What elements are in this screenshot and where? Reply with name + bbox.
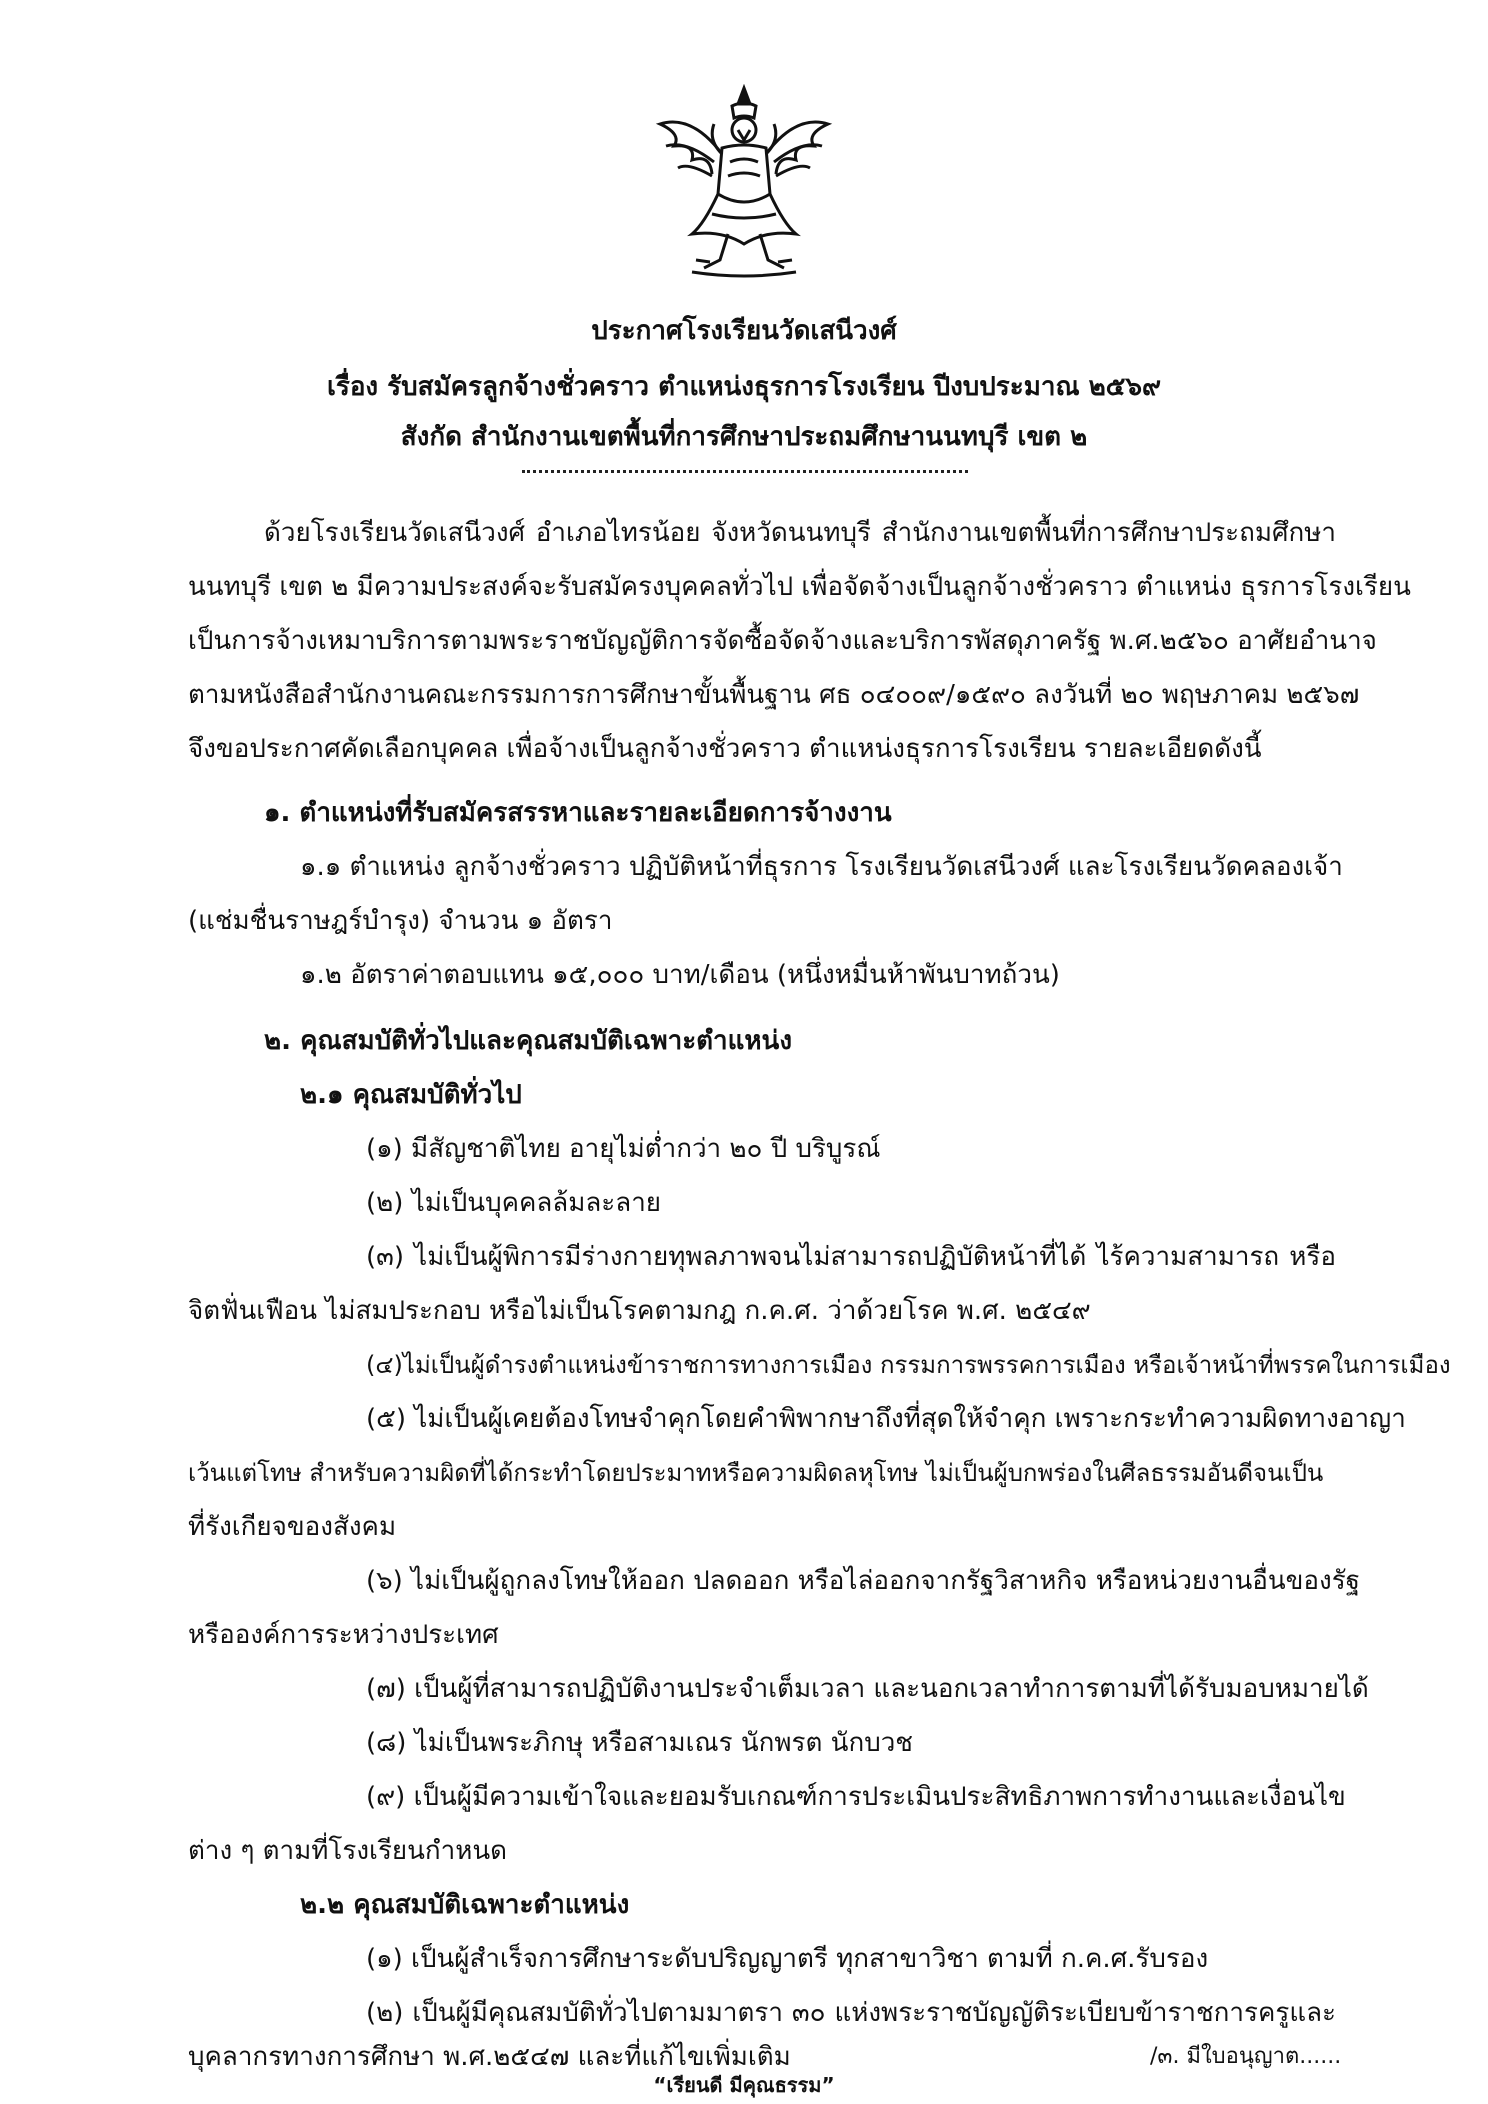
qualification-5-line-2: เว้นแต่โทษ สำหรับความผิดที่ได้กระทำโดยประมาทหรือความผิดลหุโทษ ไม่เป็นผู้บกพร่องในศีลธรรมอันดีจนเป็น — [188, 1459, 1324, 1487]
school-motto: “เรียนดี มีคุณธรรม” — [653, 2073, 835, 2097]
announcement-affiliation: สังกัด สำนักงานเขตพื้นที่การศึกษาประถมศึกษานนทบุรี เขต ๒ — [400, 422, 1088, 452]
specific-qualification-2-line-1: (๒) เป็นผู้มีคุณสมบัติทั่วไปตามมาตรา ๓๐ แห่งพระราชบัญญัติระเบียบข้าราชการครูและ — [366, 1998, 1336, 2028]
qualification-6-line-2: หรือองค์การระหว่างประเทศ — [188, 1620, 499, 1650]
section-2-1-heading: ๒.๑ คุณสมบัติทั่วไป — [300, 1080, 522, 1110]
qualification-4: (๔)ไม่เป็นผู้ดำรงตำแหน่งข้าราชการทางการเมือง กรรมการพรรคการเมือง หรือเจ้าหน้าที่พรรคในการเมือง — [366, 1351, 1451, 1379]
specific-qualification-2-line-2: บุคลากรทางการศึกษา พ.ศ.๒๕๔๗ และที่แก้ไขเพิ่มเติม — [188, 2042, 791, 2072]
announcement-subject: เรื่อง รับสมัครลูกจ้างชั่วคราว ตำแหน่งธุรการโรงเรียน ปีงบประมาณ ๒๕๖๙ — [326, 372, 1162, 402]
intro-line-1: ด้วยโรงเรียนวัดเสนีวงศ์ อำเภอไทรน้อย จังหวัดนนทบุรี สำนักงานเขตพื้นที่การศึกษาประถมศึกษา — [264, 518, 1336, 548]
qualification-5-line-3: ที่รังเกียจของสังคม — [188, 1512, 397, 1542]
qualification-9-line-1: (๙) เป็นผู้มีความเข้าใจและยอมรับเกณฑ์การประเมินประสิทธิภาพการทำงานและเงื่อนไข — [366, 1782, 1346, 1812]
qualification-8: (๘) ไม่เป็นพระภิกษุ หรือสามเณร นักพรต นักบวช — [366, 1728, 913, 1758]
qualification-2: (๒) ไม่เป็นบุคคลล้มละลาย — [366, 1188, 662, 1218]
continuation-marker: /๓. มีใบอนุญาต...... — [1150, 2044, 1342, 2069]
qualification-7: (๗) เป็นผู้ที่สามารถปฏิบัติงานประจำเต็มเวลา และนอกเวลาทำการตามที่ได้รับมอบหมายได้ — [366, 1674, 1369, 1704]
qualification-3-line-1: (๓) ไม่เป็นผู้พิการมีร่างกายทุพลภาพจนไม่สามารถปฏิบัติหน้าที่ได้ ไร้ความสามารถ หรือ — [366, 1242, 1336, 1272]
specific-qualification-1: (๑) เป็นผู้สำเร็จการศึกษาระดับปริญญาตรี ทุกสาขาวิชา ตามที่ ก.ค.ศ.รับรอง — [366, 1944, 1209, 1974]
qualification-1: (๑) มีสัญชาติไทย อายุไม่ต่ำกว่า ๒๐ ปี บริบูรณ์ — [366, 1134, 881, 1164]
announcement-title: ประกาศโรงเรียนวัดเสนีวงศ์ — [591, 316, 897, 346]
item-1-1-line-1: ๑.๑ ตำแหน่ง ลูกจ้างชั่วคราว ปฏิบัติหน้าที่ธุรการ โรงเรียนวัดเสนีวงศ์ และโรงเรียนวัดคลองเจ้า — [300, 852, 1343, 882]
section-1-heading: ๑. ตำแหน่งที่รับสมัครสรรหาและรายละเอียดการจ้างงาน — [264, 798, 892, 828]
qualification-6-line-1: (๖) ไม่เป็นผู้ถูกลงโทษให้ออก ปลดออก หรือไล่ออกจากรัฐวิสาหกิจ หรือหน่วยงานอื่นของรัฐ — [366, 1566, 1361, 1596]
section-2-heading: ๒. คุณสมบัติทั่วไปและคุณสมบัติเฉพาะตำแหน่ง — [264, 1026, 793, 1056]
section-2-2-heading: ๒.๒ คุณสมบัติเฉพาะตำแหน่ง — [300, 1890, 630, 1920]
item-1-1-line-2: (แช่มชื่นราษฎร์บำรุง) จำนวน ๑ อัตรา — [188, 906, 613, 936]
intro-line-5: จึงขอประกาศคัดเลือกบุคคล เพื่อจ้างเป็นลูกจ้างชั่วคราว ตำแหน่งธุรการโรงเรียน รายละเอียดดังนี้ — [188, 734, 1262, 764]
qualification-3-line-2: จิตฟั่นเฟือน ไม่สมประกอบ หรือไม่เป็นโรคตามกฎ ก.ค.ศ. ว่าด้วยโรค พ.ศ. ๒๕๔๙ — [188, 1296, 1091, 1326]
garuda-emblem-icon — [652, 84, 836, 280]
item-1-2: ๑.๒ อัตราค่าตอบแทน ๑๕,๐๐๐ บาท/เดือน (หนึ่งหมื่นห้าพันบาทถ้วน) — [300, 960, 1060, 990]
intro-line-4: ตามหนังสือสำนักงานคณะกรรมการการศึกษาขั้นพื้นฐาน ศธ ๐๔๐๐๙/๑๕๙๐ ลงวันที่ ๒๐ พฤษภาคม ๒๕๖๗ — [188, 680, 1360, 710]
intro-line-2: นนทบุรี เขต ๒ มีความประสงค์จะรับสมัครงบุคคลทั่วไป เพื่อจัดจ้างเป็นลูกจ้างชั่วคราว ตำแหน่ง ธุรการโรงเรียน — [188, 572, 1411, 602]
qualification-5-line-1: (๕) ไม่เป็นผู้เคยต้องโทษจำคุกโดยคำพิพากษาถึงที่สุดให้จำคุก เพราะกระทำความผิดทางอาญา — [366, 1404, 1406, 1434]
header-separator — [522, 470, 968, 473]
qualification-9-line-2: ต่าง ๆ ตามที่โรงเรียนกำหนด — [188, 1836, 508, 1866]
intro-line-3: เป็นการจ้างเหมาบริการตามพระราชบัญญัติการจัดซื้อจัดจ้างและบริการพัสดุภาครัฐ พ.ศ.๒๕๖๐ อาศัยอำนาจ — [188, 626, 1377, 656]
